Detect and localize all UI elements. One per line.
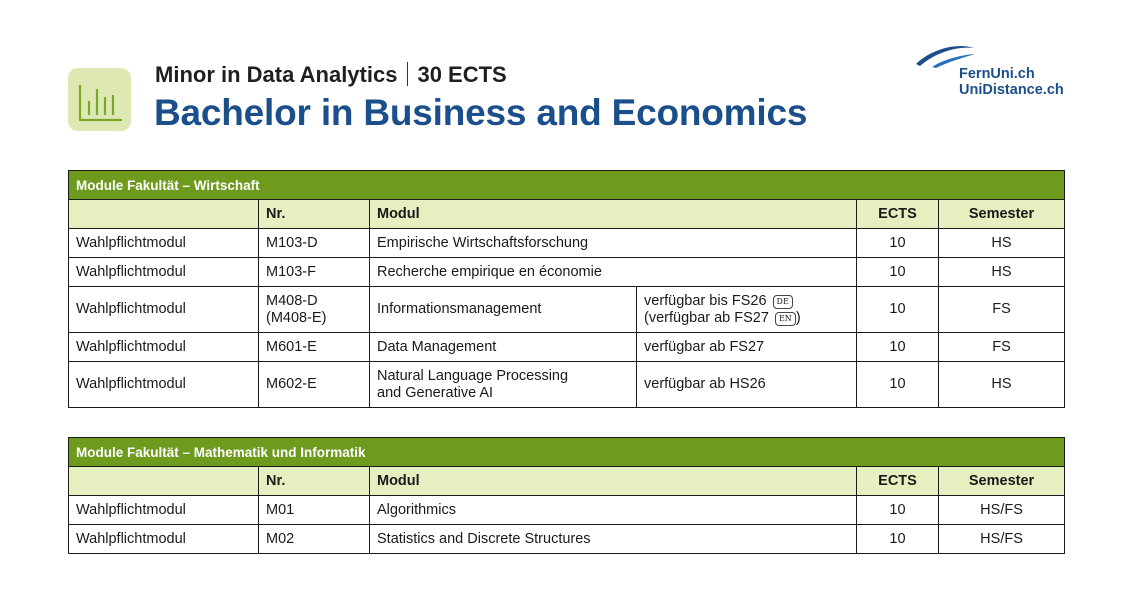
cell-availability: verfügbar ab HS26 <box>637 362 857 408</box>
page-subtitle <box>155 62 507 88</box>
cell-semester: HS/FS <box>939 525 1065 554</box>
cell-modul: Informationsmanagement <box>370 287 637 333</box>
cell-nr <box>259 287 370 333</box>
section-header: Module Fakultät – Wirtschaft <box>69 171 1065 200</box>
cell-type: Wahlpflichtmodul <box>69 287 259 333</box>
table-row <box>69 287 1065 333</box>
availability-close-paren: ) <box>795 309 801 326</box>
table-row <box>69 229 1065 258</box>
modul-line-2: and Generative AI <box>377 384 494 401</box>
cell-semester: HS/FS <box>939 496 1065 525</box>
cell-ects: 10 <box>857 258 939 287</box>
table-row <box>69 362 1065 408</box>
header-type <box>69 467 259 496</box>
header-semester: Semester <box>939 467 1065 496</box>
fernuni-logo <box>910 40 1070 102</box>
cell-type: Wahlpflichtmodul <box>69 362 259 408</box>
cell-type: Wahlpflichtmodul <box>69 525 259 554</box>
availability-line-2: (verfügbar ab FS27 <box>644 309 769 326</box>
cell-nr: M02 <box>259 525 370 554</box>
cell-ects: 10 <box>857 525 939 554</box>
nr-line-1: M408-D <box>266 292 318 309</box>
nr-line-2: (M408-E) <box>266 309 327 326</box>
cell-modul: Algorithmics <box>370 496 857 525</box>
table-row <box>69 496 1065 525</box>
cell-ects: 10 <box>857 333 939 362</box>
header-nr: Nr. <box>259 200 370 229</box>
logo-line-1: FernUni.ch <box>959 66 1035 82</box>
minor-title: Minor in Data Analytics <box>155 62 398 87</box>
cell-modul: Statistics and Discrete Structures <box>370 525 857 554</box>
ects-total: 30 ECTS <box>417 62 507 87</box>
language-badge-en: EN <box>775 312 796 326</box>
page-title: Bachelor in Business and Economics <box>154 92 808 133</box>
cell-modul: Data Management <box>370 333 637 362</box>
cell-availability: verfügbar ab FS27 <box>637 333 857 362</box>
header-ects: ECTS <box>857 467 939 496</box>
cell-semester: HS <box>939 362 1065 408</box>
table-row <box>69 333 1065 362</box>
cell-nr: M601-E <box>259 333 370 362</box>
header-ects: ECTS <box>857 200 939 229</box>
header-modul: Modul <box>370 200 857 229</box>
cell-nr: M103-D <box>259 229 370 258</box>
language-badge-de: DE <box>773 295 793 309</box>
cell-type: Wahlpflichtmodul <box>69 258 259 287</box>
header-modul: Modul <box>370 467 857 496</box>
modul-line-1: Natural Language Processing <box>377 367 569 384</box>
cell-modul: Empirische Wirtschaftsforschung <box>370 229 857 258</box>
cell-ects: 10 <box>857 362 939 408</box>
cell-modul: Recherche empirique en économie <box>370 258 857 287</box>
table-row <box>69 525 1065 554</box>
cell-nr: M602-E <box>259 362 370 408</box>
cell-semester: HS <box>939 229 1065 258</box>
cell-modul <box>370 362 637 408</box>
cell-availability <box>637 287 857 333</box>
cell-type: Wahlpflichtmodul <box>69 229 259 258</box>
bar-chart-icon <box>68 68 131 131</box>
cell-nr: M01 <box>259 496 370 525</box>
header-nr: Nr. <box>259 467 370 496</box>
section-header: Module Fakultät – Mathematik und Informatik <box>69 438 1065 467</box>
cell-ects: 10 <box>857 496 939 525</box>
logo-line-2: UniDistance.ch <box>959 82 1064 98</box>
cell-nr: M103-F <box>259 258 370 287</box>
cell-semester: FS <box>939 333 1065 362</box>
header-type <box>69 200 259 229</box>
cell-semester: HS <box>939 258 1065 287</box>
cell-semester: FS <box>939 287 1065 333</box>
module-table-mathematik-informatik <box>68 437 1065 554</box>
module-table-wirtschaft <box>68 170 1065 408</box>
cell-ects: 10 <box>857 229 939 258</box>
table-row <box>69 258 1065 287</box>
column-header-row <box>69 467 1065 496</box>
availability-line-1: verfügbar bis FS26 <box>644 292 767 309</box>
cell-type: Wahlpflichtmodul <box>69 333 259 362</box>
header-semester: Semester <box>939 200 1065 229</box>
title-divider <box>407 62 408 86</box>
cell-type: Wahlpflichtmodul <box>69 496 259 525</box>
cell-ects: 10 <box>857 287 939 333</box>
column-header-row <box>69 200 1065 229</box>
